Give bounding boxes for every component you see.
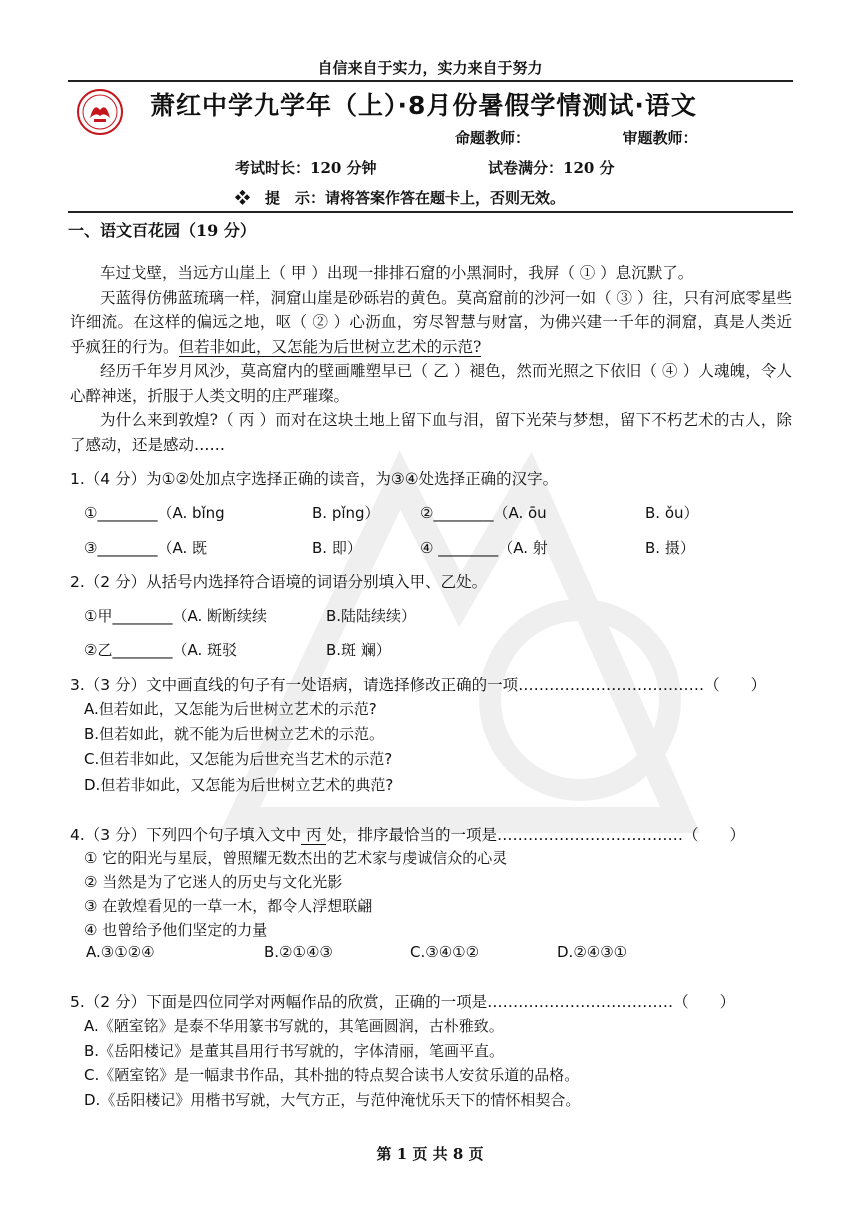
q2-option: ①甲________（A. 断断续续 (84, 607, 267, 625)
q2-option: B.陆陆续续） (326, 607, 417, 625)
q5-option-c: C.《陋室铭》是一幅隶书作品，其朴拙的特点契合读书人安贫乐道的品格。 (84, 1066, 580, 1084)
q5-option-b: B.《岳阳楼记》是董其昌用行书写就的，字体清丽，笔画平直。 (84, 1042, 505, 1060)
header-bottom-rule (68, 211, 793, 213)
q1-option: ②________（A. ōu (420, 504, 547, 522)
q4-option-a: A.③①②④ (86, 943, 155, 961)
q4-sentence: ② 当然是为了它迷人的历史与文化光影 (84, 873, 343, 891)
question-1-stem: 1.（4 分）为①②处加点字选择正确的读音，为③④处选择正确的汉字。 (70, 470, 559, 488)
q4-sentence: ③ 在敦煌看见的一草一木，都令人浮想联翩 (84, 897, 373, 915)
exam-title: 萧红中学九学年（上）·8月份暑假学情测试·语文 (150, 91, 697, 120)
passage-paragraph-2: 天蓝得仿佛蓝琉璃一样，洞窟山崖是砂砾岩的黄色。莫高窟前的沙河一如（ ③ ）往，只有河底零星些许细流。在这样的偏远之地，呕（ ② ）心沥血，穷尽智慧与财富，为佛兴建一千年的洞窟，真是人类近乎疯狂的行为。但若非如此，又怎能为后世树立艺术的示范? (70, 288, 792, 356)
header-motto: 自信来自于实力，实力来自于努力 (317, 59, 543, 77)
passage-paragraph-4: 为什么来到敦煌?（ 丙 ）而对在这块土地上留下血与泪，留下光荣与梦想，留下不朽艺术的古人，除了感动，还是感动…… (70, 411, 792, 454)
school-logo-icon (76, 88, 124, 136)
q4-sentence: ④ 也曾给予他们坚定的力量 (84, 921, 268, 939)
q5-option-a: A.《陋室铭》是泰不华用篆书写就的，其笔画圆润，古朴雅致。 (84, 1017, 504, 1035)
exam-full-score: 试卷满分：120 分 (488, 159, 615, 177)
q3-option-c: C.但若非如此，又怎能为后世充当艺术的示范? (84, 750, 393, 768)
q1-option: ④ ________（A. 射 (420, 539, 548, 557)
q2-option: B.斑 斓） (326, 641, 391, 659)
question-2-stem: 2.（2 分）从括号内选择符合语境的词语分别填入甲、乙处。 (70, 573, 488, 591)
setter-label: 命题教师： (455, 129, 531, 147)
reviewer-label: 审题教师： (622, 129, 698, 147)
passage-paragraph-1: 车过戈壁，当远方山崖上（ 甲 ）出现一排排石窟的小黑洞时，我屏（ ① ）息沉默了。 (100, 264, 694, 282)
header-top-rule (68, 80, 793, 82)
q1-option: ③________（A. 既 (84, 539, 207, 557)
page-footer: 第 1 页 共 8 页 (376, 1145, 484, 1163)
blank-bing-marker: 丙 (301, 826, 327, 844)
exam-duration: 考试时长：120 分钟 (235, 159, 377, 177)
question-4-stem: 4.（3 分）下列四个句子填入文中 丙 处，排序最恰当的一项是………………………………（ ） (70, 826, 745, 844)
exam-hint: ❖ 提 示：请将答案作答在题卡上，否则无效。 (235, 189, 566, 207)
q1-option: B. ǒu） (645, 504, 699, 522)
q1-option: B. 摄） (645, 539, 695, 557)
q3-option-d: D.但若非如此，又怎能为后世树立艺术的典范? (84, 776, 394, 794)
passage-paragraph-3: 经历千年岁月风沙，莫高窟内的壁画雕塑早已（ 乙 ）褪色，然而光照之下依旧（ ④ ）人魂魄，令人心醉神迷，折服于人类文明的庄严璀璨。 (70, 362, 792, 405)
q3-option-b: B.但若如此，就不能为后世树立艺术的示范。 (84, 725, 385, 743)
underlined-sentence: 但若非如此，又怎能为后世树立艺术的示范? (178, 337, 482, 356)
q3-option-a: A.但若如此，又怎能为后世树立艺术的示范? (84, 700, 377, 718)
reading-passage (70, 261, 792, 457)
teacher-labels (455, 127, 698, 148)
q5-option-d: D.《岳阳楼记》用楷书写就，大气方正，与范仲淹忧乐天下的情怀相契合。 (84, 1091, 581, 1109)
section-heading: 一、语文百花园（19 分） (68, 221, 256, 240)
q4-option-c: C.③④①② (410, 943, 480, 961)
q1-option: B. pǐng） (312, 504, 380, 522)
question-3-stem: 3.（3 分）文中画直线的句子有一处语病，请选择修改正确的一项………………………………（ ） (70, 676, 767, 694)
question-5-stem: 5.（2 分）下面是四位同学对两幅作品的欣赏，正确的一项是………………………………（ ） (70, 993, 736, 1011)
q2-option: ②乙________（A. 斑驳 (84, 641, 237, 659)
q4-sentence: ① 它的阳光与星辰，曾照耀无数杰出的艺术家与虔诚信众的心灵 (84, 849, 508, 867)
q4-option-b: B.②①④③ (264, 943, 333, 961)
q4-option-d: D.②④③① (557, 943, 628, 961)
q1-option: ①________（A. bǐng (84, 504, 225, 522)
q1-option: B. 即） (312, 539, 362, 557)
